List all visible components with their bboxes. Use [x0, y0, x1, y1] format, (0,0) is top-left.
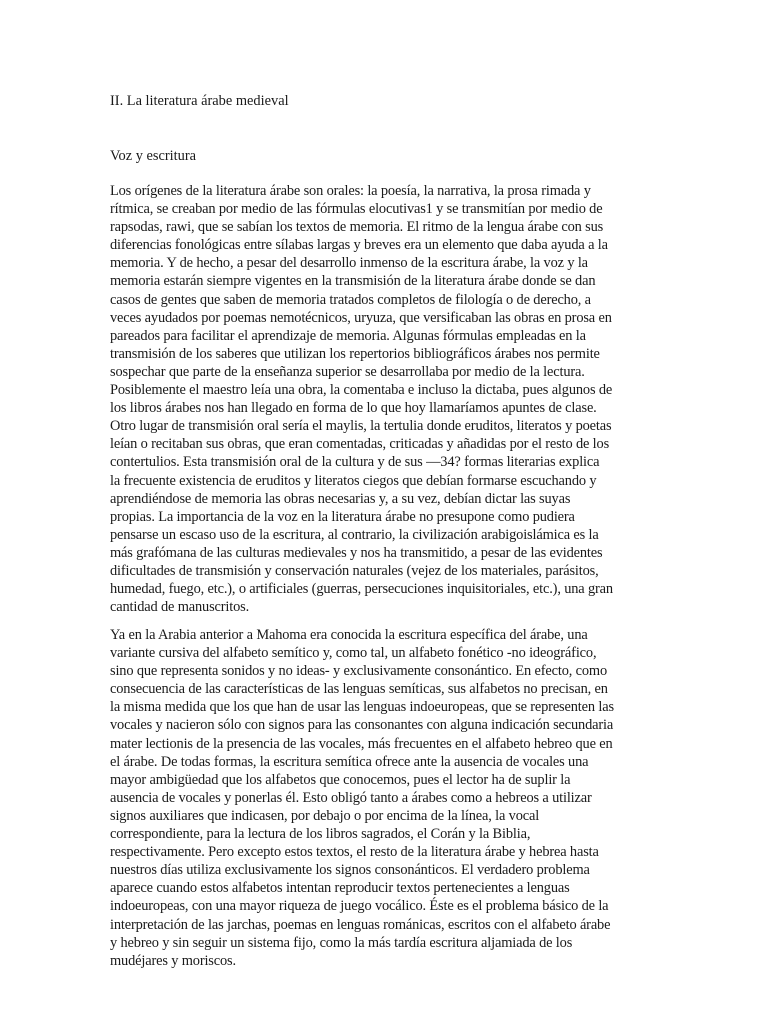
paragraph-line: Ya en la Arabia anterior a Mahoma era conocida la escritura específica del árabe, una — [110, 627, 588, 643]
paragraph-line: y hebreo y sin seguir un sistema fijo, como la más tardía escritura aljamiada de los — [110, 934, 573, 951]
paragraph-line: los libros árabes nos han llegado en forma de lo que hoy llamaríamos apuntes de clase. — [110, 400, 597, 417]
section-heading — [110, 147, 660, 165]
paragraph-line: signos auxiliares que indicasen, por debajo o por encima de la línea, la vocal — [110, 807, 540, 824]
paragraph-line: diferencias fonológicas entre sílabas largas y breves era un elemento que daba ayuda a la — [110, 237, 608, 254]
paragraph-line: respectivamente. Pero excepto estos textos, el resto de la literatura árabe y hebrea hasta — [110, 844, 599, 861]
paragraph-line: veces ayudados por poemas nemotécnicos, uryuza, que versificaban las obras en prosa en — [110, 309, 612, 326]
paragraph-line: variante cursiva del alfabeto semítico y, como tal, un alfabeto fonético -no ideográfico, — [110, 645, 597, 662]
paragraph-line: Posiblemente el maestro leía una obra, la comentaba e incluso la dictaba, pues algunos de — [110, 382, 613, 399]
paragraph-line: casos de gentes que saben de memoria tratados completos de filología o de derecho, a — [110, 291, 591, 308]
paragraph-line: correspondiente, para la lectura de los libros sagrados, el Corán y la Biblia, — [110, 826, 531, 843]
paragraph-line: pensarse un escaso uso de la escritura, al contrario, la civilización arabigoislámica es la — [110, 526, 599, 543]
paragraph-line: Otro lugar de transmisión oral sería el maylis, la tertulia donde eruditos, literatos y poetas — [110, 418, 612, 435]
paragraph-line: leían o recitaban sus obras, que eran comentadas, criticadas y añadidas por el resto de los — [110, 436, 610, 453]
paragraph-line: memoria. Y de hecho, a pesar del desarrollo inmenso de la escritura árabe, la voz y la — [110, 255, 588, 272]
paragraph-line: vocales y nacieron sólo con signos para las consonantes con alguna indicación secundaria — [110, 717, 614, 734]
paragraph-line: dificultades de transmisión y conservación naturales (vejez de los materiales, parásitos, — [110, 562, 599, 579]
chapter-heading — [110, 92, 660, 110]
paragraph-line: mater lectionis de la presencia de las vocales, más frecuentes en el alfabeto hebreo que en — [110, 735, 613, 752]
paragraph-line: sino que representa sonidos y no ideas- y exclusivamente consonántico. En efecto, como — [110, 663, 608, 680]
paragraph-line: consecuencia de las características de las lenguas semíticas, sus alfabetos no precisan, en — [110, 681, 608, 698]
section-heading-text: Voz y escritura — [110, 148, 197, 164]
paragraph-line: humedad, fuego, etc.), o artificiales (guerras, persecuciones inquisitoriales, etc.), una gran — [110, 581, 613, 598]
paragraph-line: rapsodas, rawi, que se sabían los textos de memoria. El ritmo de la lengua árabe con sus — [110, 219, 604, 236]
paragraph-line: indoeuropeas, con una mayor riqueza de juego vocálico. Éste es el problema básico de la — [110, 898, 609, 915]
paragraph-line: transmisión de los saberes que utilizan los repertorios bibliográficos árabes nos permite — [110, 345, 600, 362]
paragraph-line: mayor ambigüedad que los alfabetos que conocemos, pues el lector ha de suplir la — [110, 771, 571, 788]
paragraph-line: memoria estarán siempre vigentes en la transmisión de la literatura árabe donde se dan — [110, 273, 596, 290]
paragraph-line: la misma medida que los que han de usar las lenguas indoeuropeas, que se representen las — [110, 699, 614, 716]
paragraph-line: cantidad de manuscritos. — [110, 599, 250, 616]
paragraph-line: mudéjares y moriscos. — [110, 952, 236, 969]
paragraph-line: contertulios. Esta transmisión oral de la cultura y de sus —34? formas literarias explica — [110, 454, 600, 471]
paragraph-line: aparece cuando estos alfabetos intentan reproducir textos pertenecientes a lenguas — [110, 880, 570, 897]
paragraph-line: más grafómana de las culturas medievales y nos ha transmitido, a pesar de las evidentes — [110, 544, 603, 561]
paragraph-line: aprendiéndose de memoria las obras necesarias y, a su vez, debían dictar las suyas — [110, 490, 571, 507]
paragraph-line: pareados para facilitar el aprendizaje de memoria. Algunas fórmulas empleadas en la — [110, 327, 586, 344]
paragraph-line: el árabe. De todas formas, la escritura semítica ofrece ante la ausencia de vocales una — [110, 753, 589, 770]
paragraph-line: Los orígenes de la literatura árabe son orales: la poesía, la narrativa, la prosa rimada y — [110, 183, 591, 199]
paragraph-line: la frecuente existencia de eruditos y literatos ciegos que debían formarse escuchando y — [110, 472, 597, 489]
paragraph-line: propias. La importancia de la voz en la literatura árabe no presupone como pudiera — [110, 508, 575, 525]
paragraph-line: sospechar que parte de la enseñanza superior se desarrollaba por medio de la lectura. — [110, 363, 585, 380]
paragraph-1 — [110, 182, 660, 616]
paragraph-line: nuestros días utiliza exclusivamente los signos consonánticos. El verdadero problema — [110, 862, 590, 879]
chapter-heading-text: II. La literatura árabe medieval — [110, 93, 289, 109]
paragraph-2 — [110, 626, 660, 970]
paragraph-line: rítmica, se creaban por medio de las fórmulas elocutivas1 y se transmitían por medio de — [110, 201, 603, 218]
paragraph-line: interpretación de las jarchas, poemas en lenguas románicas, escritos con el alfabeto árabe — [110, 916, 611, 933]
paragraph-line: ausencia de vocales y ponerlas él. Esto obligó tanto a árabes como a hebreos a utilizar — [110, 789, 592, 806]
